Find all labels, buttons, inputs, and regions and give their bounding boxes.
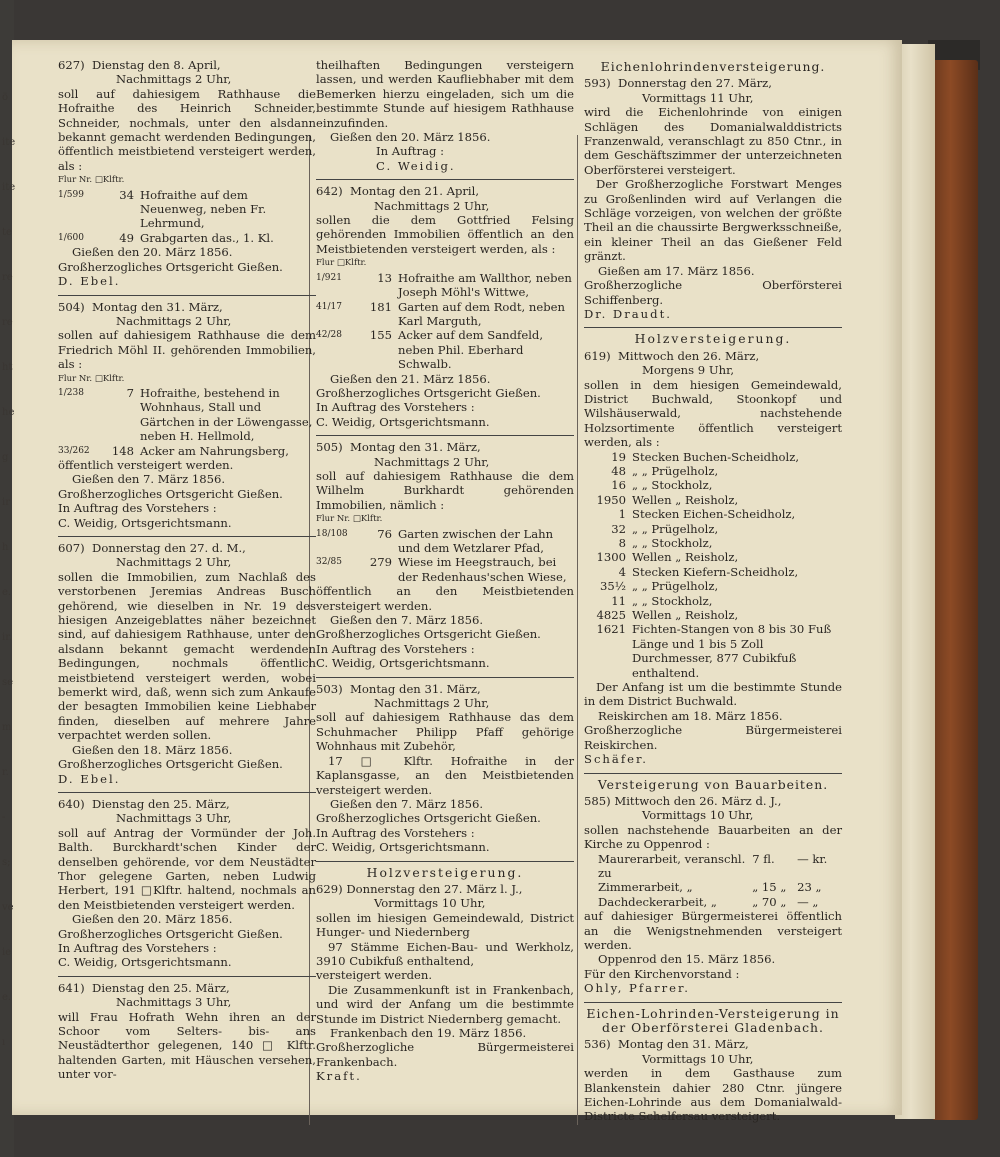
wood-item: 1621 Fichten-Stangen von 8 bis 30 Fuß Länge und 1 bis 5 Zoll Durchmesser, 877 Cubikfuß enthaltend. xyxy=(596,622,832,680)
margin-fragment: e. xyxy=(2,587,12,598)
parcel-row: 18/108 76 Garten zwischen der Lahn und dem Wetzlarer Pfad, xyxy=(316,526,554,555)
margin-fragment: h xyxy=(2,542,9,553)
notice-504: 504) Montag den 31. März, Nachmittags 2 Uhr, sollen auf dahiesigem Rathhause die dem Friedrich Möhl II. gehörenden Immobilien, als : Flur Nr. □Klftr. 1/238 7 Hofraithe, bestehend in Wohnhaus, Stall und Gärtchen in der Löwengasse, neben H. Hellmold, 33/262 148 Acker am Nahrungsberg, öffentlich versteigert werden. Gießen den 7. März 1856. Großherzogliches Ortsgericht Gießen. In Auftrag des Vorstehers : C. Weidig, Ortsgerichtsmann. xyxy=(58,299,316,530)
margin-fragment: re xyxy=(2,317,13,328)
separator xyxy=(584,1002,842,1003)
margin-fragment: ite xyxy=(2,137,16,148)
notice-time: Nachmittags 2 Uhr, xyxy=(116,72,232,87)
notice-body: soll auf dahiesigem Rathhause die Hofraithe des Heinrich Schneider, Schneider, nochmals, unter den alsdann bekannt gemacht werdenden Bedingungen, öffentlich meistbietend versteigert werden, als : xyxy=(58,86,316,173)
notice-number: 627) xyxy=(58,58,85,72)
margin-fragment: ö xyxy=(2,92,9,103)
wood-item: 48 „ „ Prügelholz, xyxy=(611,463,719,478)
parcel-row: 41/17 181 Garten auf dem Rodt, neben Karl Marguth, xyxy=(316,299,565,328)
wood-item: 11 „ „ Stockholz, xyxy=(611,593,713,608)
parcel-row: 1/599 34 Hofraithe auf dem Neuenweg, neben Fr. Lehrmund, xyxy=(58,187,267,231)
separator xyxy=(316,435,574,436)
column-2 xyxy=(316,58,574,1090)
margin-fragment: s; xyxy=(2,857,11,868)
margin-fragment: ir xyxy=(2,497,10,508)
notice-642: 642) Montag den 21. April, Nachmittags 2 Uhr, sollen die dem Gottfried Felsing gehörenden Immobilien öffentlich an den Meistbietenden versteigert werden, als : Flur □Klftr. 1/921 13 Hofraithe am Wallthor, neben Joseph Möhl's Wittwe, 41/17 181 Garten auf dem Rodt, neben Karl Marguth, 42/28 155 Acker auf dem Sandfeld, neben Phil. Eberhard Schwalb. Gießen den 21. März 1856. Großherzogliches Ortsgericht Gießen. In Auftrag des Vorstehers : C. Weidig, Ortsgerichtsmann. xyxy=(316,184,574,429)
wood-item: 1 Stecken Eichen-Scheidholz, xyxy=(618,507,796,522)
wood-item: 1950 Wellen „ Reisholz, xyxy=(596,492,739,507)
wood-item: 4825 Wellen „ Reisholz, xyxy=(596,608,739,623)
separator xyxy=(58,536,316,537)
parcel-row: 32/85 279 Wiese im Heegstrauch, bei der Redenhaus'schen Wiese, xyxy=(316,555,567,584)
notice-date: Dienstag den 8. April, xyxy=(92,58,221,72)
wood-item: 1300 Wellen „ Reisholz, xyxy=(596,550,739,565)
parcel-row: 1/600 49 Grabgarten das., 1. Kl. xyxy=(58,230,274,245)
margin-fragment: he xyxy=(2,407,15,418)
wood-item: 32 „ „ Prügelholz, xyxy=(611,521,719,536)
wood-item: 19 Stecken Buchen-Scheidholz, xyxy=(611,449,800,464)
column-3 xyxy=(584,58,842,1130)
section-heading: Eichen-Lohrinden-Versteigerung in der Oberförsterei Gladenbach. xyxy=(586,1005,840,1035)
work-item: Maurerarbeit, veranschl. zu 7 fl. — kr. xyxy=(598,851,828,880)
margin-fragment: r. xyxy=(2,767,9,778)
notice-640: 640) Dienstag den 25. März, Nachmittags 3 Uhr, soll auf Antrag der Vormünder der Joh. Balth. Burckhardt'schen Kinder der denselben gehörende, vor dem Neustädter Thor gelegene Garten, neben Ludwig Herbert, 191 □Klftr. haltend, nochmals an den Meistbietenden versteigert werden. Gießen den 20. März 1856. Großherzogliches Ortsgericht Gießen. In Auftrag des Vorstehers : C. Weidig, Ortsgerichtsmann. xyxy=(58,796,316,970)
separator xyxy=(584,327,842,328)
margin-fragment: e. xyxy=(2,992,12,1003)
separator xyxy=(316,677,574,678)
separator xyxy=(58,792,316,793)
notice-503: 503) Montag den 31. März, Nachmittags 2 Uhr, soll auf dahiesigem Rathhause das dem Schuhmacher Philipp Pfaff gehörige Wohnhaus mit Zubehör, 17 □ Klftr. Hofraithe in der Kaplansgasse, an den Meistbietenden versteigert werden. Gießen den 7. März 1856. Großherzogliches Ortsgericht Gießen. In Auftrag des Vorstehers : C. Weidig, Ortsgerichtsmann. xyxy=(316,681,574,855)
notice-641: 641) Dienstag den 25. März, Nachmittags 3 Uhr, will Frau Hofrath Wehn ihren an der Schoor vom Selters- bis- ans Neustädterthor gelegenen, 140 □ Klftr. haltenden Garten, mit Häuschen versehen, unter vor- xyxy=(58,980,316,1082)
margin-fragment: ir. xyxy=(2,632,13,643)
parcel-row: 1/238 7 Hofraithe, bestehend in Wohnhaus, Stall und Gärtchen in der Löwengasse, neben H. Hellmold, xyxy=(58,385,313,444)
margin-fragment: ve xyxy=(2,902,14,913)
notice-536: 536) Montag den 31. März, Vormittags 10 Uhr, werden in dem Gasthause zum Blankenstein dahier 280 Ctnr. jüngere Eichen-Lohrinde aus dem Domanialwald-Districte Schelfersau versteigert. xyxy=(584,1037,842,1124)
wood-item: 35½ „ „ Prügelholz, xyxy=(600,579,719,594)
notice-627 xyxy=(58,58,316,289)
margin-fragment: - xyxy=(2,812,6,823)
section-heading: Holzversteigerung. xyxy=(634,331,792,347)
wood-item: 16 „ „ Stockholz, xyxy=(611,478,713,493)
column-rule xyxy=(577,135,578,1125)
parcel-row: 33/262 148 Acker am Nahrungsberg, xyxy=(58,443,289,458)
margin-fragment: m xyxy=(2,722,12,733)
column-1 xyxy=(58,58,316,1088)
margin-fragment: ht xyxy=(2,362,13,373)
margin-fragment: ie xyxy=(2,947,12,958)
sign-date: Gießen den 20. März 1856. xyxy=(72,245,233,260)
section-heading: Holzversteigerung. xyxy=(366,864,524,880)
notice-593: 593) Donnerstag den 27. März, Vormittags 11 Uhr, wird die Eichenlohrinde von einigen Schlägen des Domanialwalddistricts Franzenwald, veranschlagt zu 850 Ctnr., in dem Geschäftszimmer der unterzeichneten Oberförsterei versteigert. Der Großherzogliche Forstwart Menges zu Großenlinden wird auf Verlangen die Schläge vorzeigen, von welchen der größte Theil an die chaussirte Bergwerksschneiße, ein kleiner Theil an das Gießener Feld gränzt. Gießen am 17. März 1856. Großherzogliche Oberförsterei Schiffenberg. Dr. Draudt. xyxy=(584,76,842,321)
margin-fragment: te xyxy=(2,227,12,238)
notice-619: 619) Mittwoch den 26. März, Morgens 9 Uhr, sollen in dem hiesigen Gemeindewald, District Buchwald, Stoonkopf und Wilshäuserwald, nachstehende Holzsortimente öffentlich versteigert werden, als : 19 Stecken Buchen-Scheidholz, 48 „ „ Prügelholz, 16 „ „ Stockholz, 1950 Wellen „ Reisholz, 1 Stecken Eichen-Scheidholz, 32 „ „ Prügelholz, 8 „ „ Stockholz, 1300 Wellen „ Reisholz, 4 Stecken Kiefern-Scheidholz, 35½ „ „ Prügelholz, 11 „ „ Stockholz, 4825 Wellen „ Reisholz, 1621 Fichten-Stangen von 8 bis 30 Fuß Länge und 1 bis 5 Zoll Durchmesser, 877 Cubikfuß enthaltend. Der Anfang ist um die bestimmte Stunde in dem District Buchwald. Reiskirchen am 18. März 1856. Großherzogliche Bürgermeisterei Reiskirchen. Schäfer. xyxy=(584,348,842,767)
parcel-header: Flur Nr. □Klftr. xyxy=(58,175,125,186)
notice-629: 629) Donnerstag den 27. März l. J., Vormittags 10 Uhr, sollen im hiesigen Gemeindewald, District Hunger- und Niedernberg 97 Stämme Eichen-Bau- und Werkholz, 3910 Cubikfuß enthaltend, versteigert werden. Die Zusammenkunft ist in Frankenbach, und wird der Anfang um die bestimmte Stunde im District Niedernberg gemacht. Frankenbach den 19. März 1856. Großherzogliche Bürgermeisterei Frankenbach. Kraft. xyxy=(316,881,574,1084)
parcel-row: 1/921 13 Hofraithe am Wallthor, neben Joseph Möhl's Wittwe, xyxy=(316,270,572,300)
works-list xyxy=(584,852,842,910)
wood-item: 4 Stecken Kiefern-Scheidholz, xyxy=(618,564,799,579)
wood-item: 8 „ „ Stockholz, xyxy=(618,536,713,550)
margin-fragment: se xyxy=(2,677,14,688)
work-item: Zimmerarbeit, „ „ 15 „ 23 „ xyxy=(598,880,822,895)
notice-585: 585) Mittwoch den 26. März d. J., Vormittags 10 Uhr, sollen nachstehende Bauarbeiten an der Kirche zu Oppenrod : Maurerarbeit, veranschl. zu 7 fl. — kr. Zimmerarbeit, „ „ 15 „ 23 „ Dachdeckerarbeit, „ „ 70 „ — „ auf dahiesiger Bürgermeisterei öffentlich an die Wenigstnehmenden versteigert werden. Oppenrod den 15. März 1856. Für den Kirchenvorstand : Ohly, Pfarrer. xyxy=(584,793,842,996)
signatory: Großherzogliches Ortsgericht Gießen. xyxy=(58,259,283,274)
margin-fragment: re xyxy=(2,272,13,283)
section-heading: Versteigerung von Bauarbeiten. xyxy=(597,776,829,792)
work-item: Dachdeckerarbeit, „ „ 70 „ — „ xyxy=(598,894,819,909)
notice-505: 505) Montag den 31. März, Nachmittags 2 Uhr, soll auf dahiesigem Rathhause die dem Wilhelm Burkhardt gehörenden Immobilien, nämlich : Flur Nr. □Klftr. 18/108 76 Garten zwischen der Lahn und dem Wetzlarer Pfad, 32/85 279 Wiese im Heegstrauch, bei der Redenhaus'schen Wiese, öffentlich an den Meistbietenden versteigert werden. Gießen den 7. März 1856. Großherzogliches Ortsgericht Gießen. In Auftrag des Vorstehers : C. Weidig, Ortsgerichtsmann. xyxy=(316,440,574,671)
margin-fragment: ite xyxy=(2,182,16,193)
book-binding xyxy=(932,60,978,1120)
margin-fragment: g xyxy=(2,452,9,463)
separator xyxy=(58,976,316,977)
parcel-row: 42/28 155 Acker auf dem Sandfeld, neben Phil. Eberhard Schwalb. xyxy=(316,328,544,372)
wood-list xyxy=(584,450,842,681)
notice-607: 607) Donnerstag den 27. d. M., Nachmittags 2 Uhr, sollen die Immobilien, zum Nachlaß des verstorbenen Jeremias Andreas Busch gehörend, wie dieselben in Nr. 19 des hiesigen Anzeigeblattes näher bezeichnet sind, auf dahiesigem Rathhause, unter den alsdann bekannt gemacht werdenden Bedingungen, nochmals öffentlich meistbietend versteigert werden, wobei bemerkt wird, daß, wenn sich zum Ankaufe der besagten Immobilien keine Liebhaber finden, dieselben auf mehrere Jahre verpachtet werden sollen. Gießen den 18. März 1856. Großherzogliches Ortsgericht Gießen. D. Ebel. xyxy=(58,541,316,786)
separator xyxy=(316,861,574,862)
signatory: D. Ebel. xyxy=(58,274,121,289)
separator xyxy=(58,295,316,296)
section-heading: Eichenlohrindenversteigerung. xyxy=(600,59,826,74)
margin-fragment: ı xyxy=(2,1037,6,1048)
separator xyxy=(584,773,842,774)
notice-641-continued: theilhaften Bedingungen versteigern lassen, und werden Kaufliebhaber mit dem Bemerken hierzu eingeladen, sich um die bestimmte Stunde auf hiesigem Rathhause einzufinden. Gießen den 20. März 1856. In Auftrag : C. Weidig. xyxy=(316,58,574,173)
separator xyxy=(316,179,574,180)
